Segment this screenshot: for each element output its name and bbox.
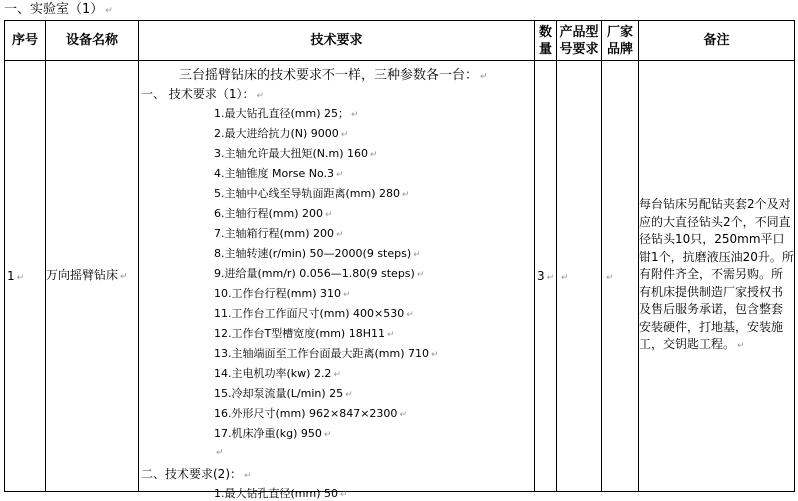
requirement-item: 7.主轴箱行程(mm) 200 ↵ [214,227,344,240]
cell-equipment-name: 万向摇臂钻床 ↵ [46,61,139,492]
requirement-item: 14.主电机功率(kw) 2.2 ↵ [214,367,341,380]
paragraph-mark-icon: ↵ [606,273,614,283]
header-notes: 备注 [639,21,795,61]
requirement-item: 9.进给量(mm/r) 0.056—1.80(9 steps) ↵ [214,267,425,280]
requirement-item: 11.工作台工作面尺寸(mm) 400×530 ↵ [214,307,414,320]
paragraph-mark-icon: ↵ [546,273,555,283]
requirement-item: 1.最大钻孔直径(mm) 25； ↵ [214,107,359,120]
requirements-section-title: 二、技术要求(2)： ↵ [141,467,252,481]
cell-notes: 每台钻床另配钻夹套2个及对应的大直径钻头2个，不同直径钻头10只，250mm平口钳1个，抗磨液压油20升。所有附件齐全，不需另购。所有机床提供制造厂家授权书及售后服务承诺，包含整套安装硬件，打地基，安装施工，交钥匙工程。 ↵ [639,61,795,492]
requirements-intro: 三台摇臂钻床的技术要求不一样，三种参数各一台： ↵ [179,68,488,83]
paragraph-mark-icon: ↵ [120,271,128,282]
paragraph-mark-icon: ↵ [105,6,113,16]
equipment-spec-table [4,20,795,500]
header-name: 设备名称 [46,21,139,61]
header-requirements: 技术要求 [139,21,535,61]
cell-vendor [602,61,639,492]
header-no: 序号 [5,21,46,61]
cell-no: 1 ↵ [5,61,46,492]
paragraph-mark-icon: ↵ [737,341,745,352]
header-model: 产品型号要求 [557,21,602,61]
requirement-item: 16.外形尺寸(mm) 962×847×2300 ↵ [214,407,407,420]
paragraph-mark-icon: ↵ [16,273,25,283]
cell-model [557,61,602,492]
header-vendor: 厂家品牌 [602,21,639,61]
requirement-item: 1.最大钻孔直径(mm) 50 ↵ [214,487,348,500]
table-header-row [5,21,795,61]
paragraph-mark-icon: ↵ [561,273,569,283]
requirement-item: 6.主轴行程(mm) 200 ↵ [214,207,333,220]
requirement-item: 4.主轴锥度 Morse No.3 ↵ [214,167,344,180]
requirement-item: 8.主轴转速(r/min) 50—2000(9 steps) ↵ [214,247,421,260]
blank-line: ↵ [216,448,224,458]
requirement-item: 3.主轴允许最大扭矩(N.m) 160 ↵ [214,147,378,160]
cell-requirements [139,61,535,500]
requirement-item: 13.主轴端面至工作台面最大距离(mm) 710 ↵ [214,347,439,360]
table-row [5,61,795,492]
requirement-item: 2.最大进给抗力(N) 9000 ↵ [214,127,349,140]
requirement-item: 12.工作台T型槽宽度(mm) 18H11 ↵ [214,327,395,340]
cell-qty: 3 ↵ [535,61,557,492]
header-qty: 数量 [535,21,557,61]
requirements-section-title: 一、 技术要求（1）： ↵ [141,87,264,101]
requirement-item: 15.冷却泵流量(L/min) 25 ↵ [214,387,353,400]
section-title: 一、实验室（1） ↵ [4,2,113,17]
requirement-item: 5.主轴中心线至导轨面距离(mm) 280 ↵ [214,187,410,200]
requirement-item: 17.机床净重(kg) 950 ↵ [214,427,332,440]
requirement-item: 10.工作台行程(mm) 310 ↵ [214,287,351,300]
